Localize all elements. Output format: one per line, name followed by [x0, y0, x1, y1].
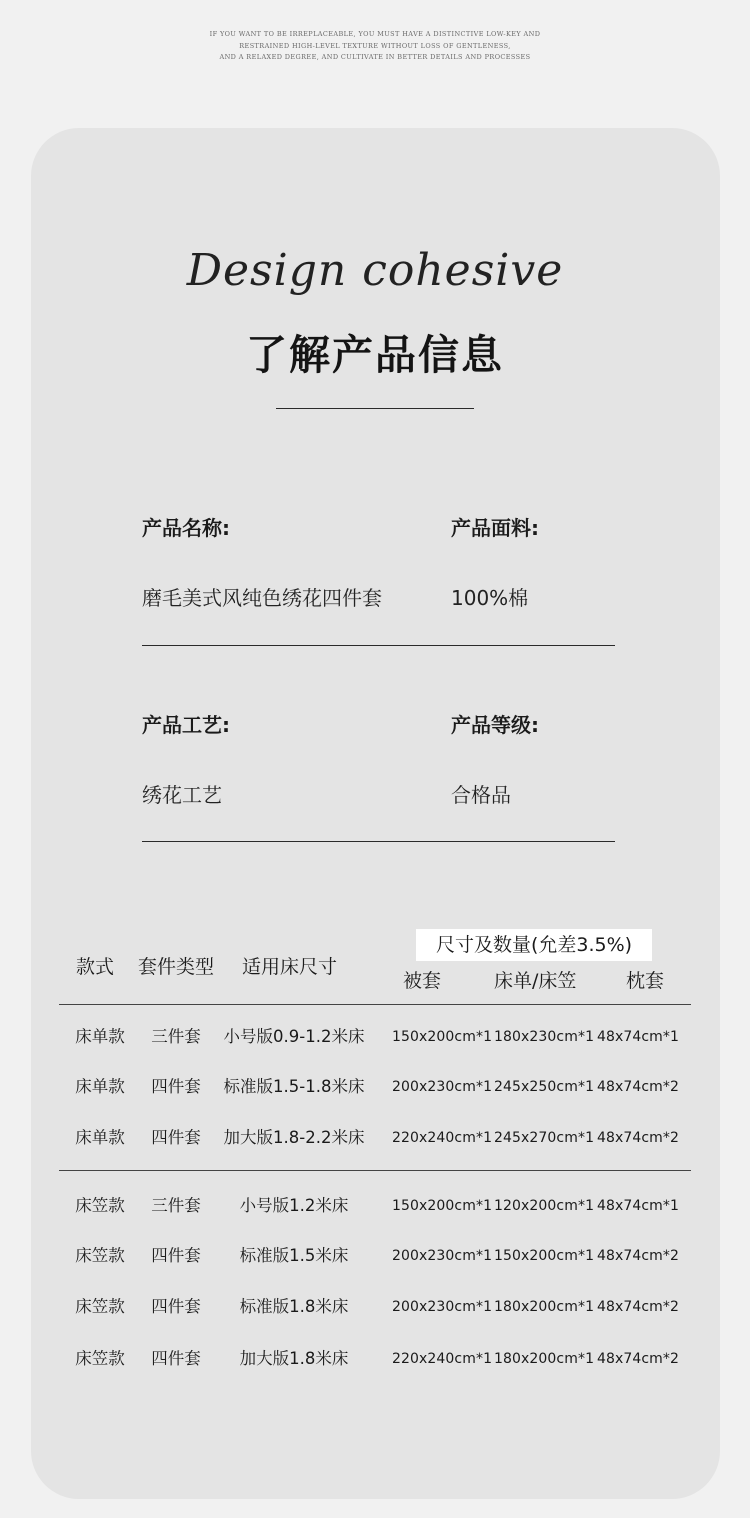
product-name-label: 产品名称: — [142, 516, 230, 540]
cell-style: 床笠款 — [75, 1349, 125, 1368]
product-craft-value: 绣花工艺 — [142, 783, 222, 807]
cell-pillow: 48x74cm*2 — [596, 1299, 680, 1315]
header-set-type: 套件类型 — [138, 956, 215, 978]
cell-bed-size: 标准版1.5-1.8米床 — [223, 1077, 365, 1096]
header-duvet: 被套 — [403, 970, 442, 992]
product-material-label: 产品面料: — [451, 516, 539, 540]
cell-pillow: 48x74cm*2 — [596, 1248, 680, 1264]
table-row — [0, 1126, 750, 1150]
cell-sheet: 180x230cm*1 — [494, 1029, 595, 1045]
cell-style: 床笠款 — [75, 1196, 125, 1215]
cell-set-type: 四件套 — [151, 1128, 201, 1147]
tagline-line: RESTRAINED HIGH-LEVEL TEXTURE WITHOUT LOSS OF GENTLENESS, — [239, 41, 511, 50]
cell-set-type: 三件套 — [151, 1196, 201, 1215]
table-row — [0, 1244, 750, 1268]
cell-duvet: 150x200cm*1 — [392, 1029, 493, 1045]
cell-duvet: 220x240cm*1 — [392, 1351, 493, 1367]
cell-sheet: 120x200cm*1 — [494, 1198, 595, 1214]
cell-style: 床笠款 — [75, 1246, 125, 1265]
cell-set-type: 四件套 — [151, 1246, 201, 1265]
cell-duvet: 200x230cm*1 — [392, 1299, 493, 1315]
cell-set-type: 三件套 — [151, 1027, 201, 1046]
product-material-value: 100%棉 — [451, 586, 529, 610]
cell-duvet: 220x240cm*1 — [392, 1130, 493, 1146]
header-style: 款式 — [76, 956, 115, 978]
cell-bed-size: 小号版1.2米床 — [239, 1196, 349, 1215]
table-row — [0, 1295, 750, 1319]
cell-duvet: 200x230cm*1 — [392, 1248, 493, 1264]
cell-duvet: 200x230cm*1 — [392, 1079, 493, 1095]
cell-set-type: 四件套 — [151, 1077, 201, 1096]
cell-bed-size: 加大版1.8-2.2米床 — [223, 1128, 365, 1147]
info-divider — [142, 645, 615, 646]
product-grade-label: 产品等级: — [451, 713, 539, 737]
tagline-line: AND A RELAXED DEGREE, AND CULTIVATE IN BETTER DETAILS AND PROCESSES — [219, 53, 531, 61]
header-pillow: 枕套 — [626, 970, 665, 992]
tagline-line: IF YOU WANT TO BE IRREPLACEABLE, YOU MUST HAVE A DISTINCTIVE LOW-KEY AND — [209, 30, 541, 38]
table-divider — [59, 1170, 691, 1171]
table-row — [0, 1194, 750, 1218]
header-bed-size: 适用床尺寸 — [242, 956, 338, 978]
cell-style: 床单款 — [75, 1027, 125, 1046]
header-size-quantity: 尺寸及数量(允差3.5%) — [416, 929, 652, 961]
info-divider — [142, 841, 615, 842]
header-sheet: 床单/床笠 — [494, 970, 577, 992]
cell-sheet: 150x200cm*1 — [494, 1248, 595, 1264]
cell-bed-size: 标准版1.5米床 — [239, 1246, 349, 1265]
cell-sheet: 180x200cm*1 — [494, 1351, 595, 1367]
cell-style: 床单款 — [75, 1128, 125, 1147]
cell-pillow: 48x74cm*2 — [596, 1079, 680, 1095]
cell-sheet: 245x250cm*1 — [494, 1079, 595, 1095]
table-row — [0, 1025, 750, 1049]
product-grade-value: 合格品 — [451, 783, 511, 807]
product-name-value: 磨毛美式风纯色绣花四件套 — [142, 586, 382, 610]
cell-style: 床单款 — [75, 1077, 125, 1096]
cell-duvet: 150x200cm*1 — [392, 1198, 493, 1214]
cell-style: 床笠款 — [75, 1297, 125, 1316]
cell-pillow: 48x74cm*2 — [596, 1351, 680, 1367]
english-title: Design cohesive — [186, 245, 564, 296]
cell-bed-size: 小号版0.9-1.2米床 — [223, 1027, 365, 1046]
cell-bed-size: 加大版1.8米床 — [239, 1349, 349, 1368]
product-craft-label: 产品工艺: — [142, 713, 230, 737]
table-divider — [59, 1004, 691, 1005]
cell-sheet: 245x270cm*1 — [494, 1130, 595, 1146]
cell-set-type: 四件套 — [151, 1349, 201, 1368]
table-row — [0, 1075, 750, 1099]
cell-pillow: 48x74cm*2 — [596, 1130, 680, 1146]
cell-pillow: 48x74cm*1 — [596, 1198, 680, 1214]
tagline — [0, 29, 750, 64]
cell-pillow: 48x74cm*1 — [596, 1029, 680, 1045]
cell-bed-size: 标准版1.8米床 — [239, 1297, 349, 1316]
table-row — [0, 1347, 750, 1371]
chinese-title: 了解产品信息 — [246, 331, 504, 379]
title-divider — [276, 408, 474, 409]
cell-set-type: 四件套 — [151, 1297, 201, 1316]
cell-sheet: 180x200cm*1 — [494, 1299, 595, 1315]
